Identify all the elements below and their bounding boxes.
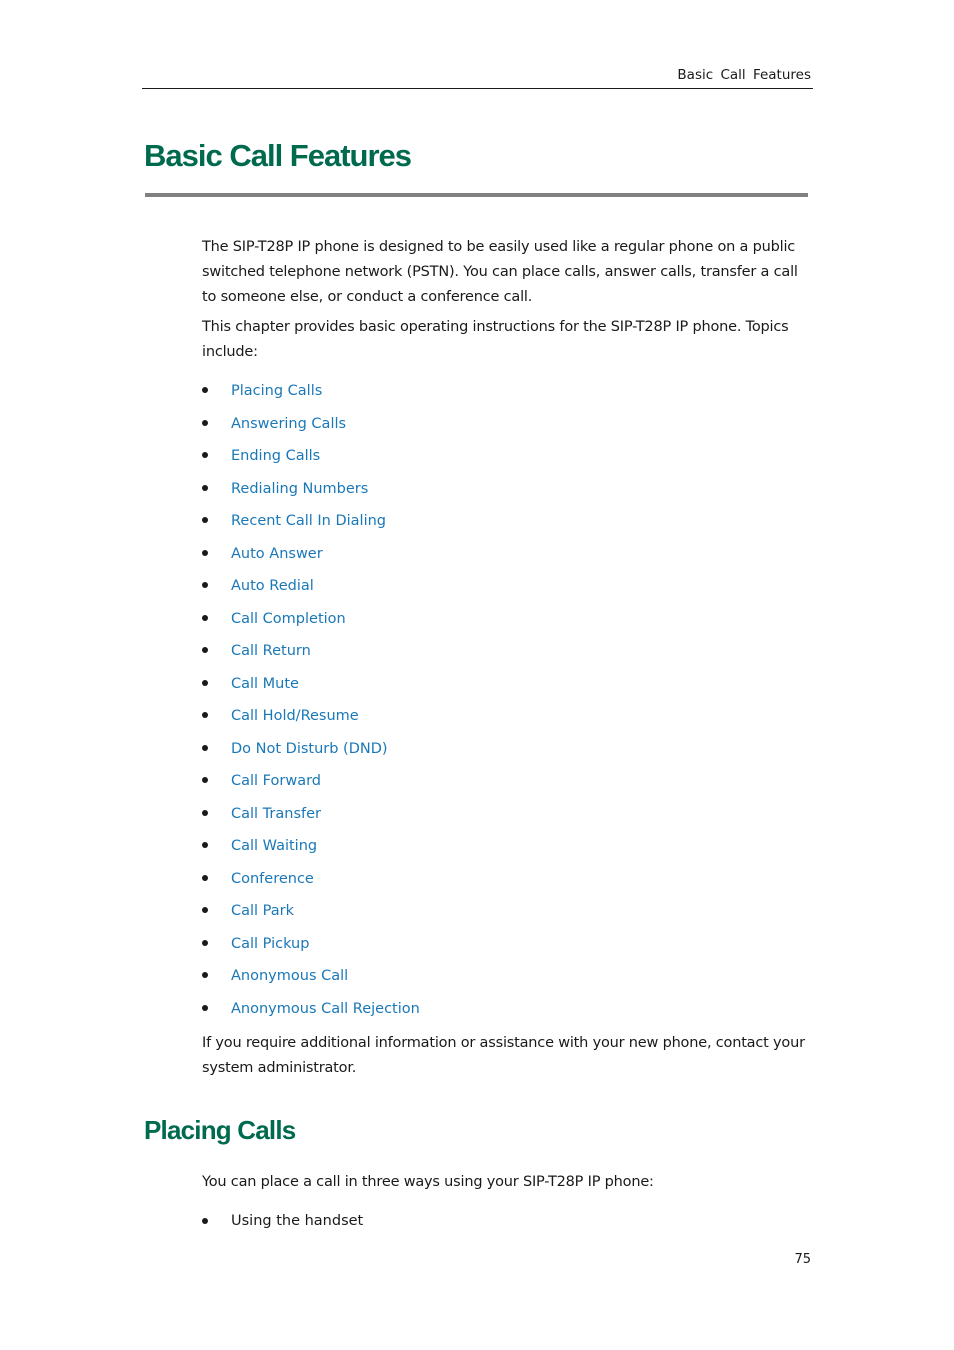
bullet-icon <box>202 387 208 393</box>
topic-link-ending-calls[interactable]: Ending Calls <box>231 448 321 464</box>
bullet-icon <box>202 712 208 718</box>
topic-link-recent-call-in-dialing[interactable]: Recent Call In Dialing <box>231 513 387 529</box>
list-item <box>202 1207 602 1235</box>
page-number: 75 <box>794 1252 811 1267</box>
topic-link-call-park[interactable]: Call Park <box>231 903 295 919</box>
placing-method-handset: Using the handset <box>231 1213 364 1229</box>
bullet-icon <box>202 745 208 751</box>
topic-link-call-hold-resume[interactable]: Call Hold/Resume <box>231 708 359 724</box>
topic-link-conference[interactable]: Conference <box>231 870 314 887</box>
section-title-placing-calls: Placing Calls <box>144 1115 296 1145</box>
topic-link-redialing-numbers[interactable]: Redialing Numbers <box>231 480 369 497</box>
bullet-icon <box>202 1218 208 1224</box>
topic-link-call-completion[interactable]: Call Completion <box>231 610 346 627</box>
placing-calls-intro: You can place a call in three ways using your SIP-T28P IP phone: <box>202 1174 654 1190</box>
chapter-title: Basic Call Features <box>144 138 412 173</box>
header-rule <box>142 88 813 89</box>
topic-link-answering-calls[interactable]: Answering Calls <box>231 415 347 432</box>
intro-paragraph-1: The SIP-T28P IP phone is designed to be easily used like a regular phone on a public switched telephone network (PSTN). You can place calls, answer calls, transfer a call to someone else, or conduct a conference call. <box>202 239 798 305</box>
topic-link-do-not-disturb[interactable]: Do Not Disturb (DND) <box>231 740 388 757</box>
topic-link-placing-calls[interactable]: Placing Calls <box>231 383 323 399</box>
bullet-icon <box>202 582 208 588</box>
topic-link-auto-redial[interactable]: Auto Redial <box>231 578 314 594</box>
bullet-icon <box>202 875 208 881</box>
topic-link-call-waiting[interactable]: Call Waiting <box>231 838 318 854</box>
bullet-icon <box>202 940 208 946</box>
bullet-icon <box>202 907 208 913</box>
bullet-icon <box>202 972 208 978</box>
topic-link-auto-answer[interactable]: Auto Answer <box>231 545 323 562</box>
topic-link-call-forward[interactable]: Call Forward <box>231 773 321 789</box>
bullet-icon <box>202 485 208 491</box>
topic-link-anonymous-call[interactable]: Anonymous Call <box>231 968 349 984</box>
topic-link-anonymous-call-rejection[interactable]: Anonymous Call Rejection <box>231 1000 420 1017</box>
bullet-icon <box>202 810 208 816</box>
topic-link-call-transfer[interactable]: Call Transfer <box>231 805 321 822</box>
bullet-icon <box>202 420 208 426</box>
outro-paragraph: If you require additional information or assistance with your new phone, contact your system administrator. <box>202 1035 805 1076</box>
bullet-icon <box>202 842 208 848</box>
bullet-icon <box>202 517 208 523</box>
bullet-icon <box>202 550 208 556</box>
topic-link-call-return[interactable]: Call Return <box>231 643 311 659</box>
bullet-icon <box>202 452 208 458</box>
topic-link-call-mute[interactable]: Call Mute <box>231 675 299 692</box>
bullet-icon <box>202 680 208 686</box>
title-rule <box>145 193 808 197</box>
bullet-icon <box>202 615 208 621</box>
bullet-icon <box>202 1005 208 1011</box>
bullet-icon <box>202 777 208 783</box>
intro-paragraph-2: This chapter provides basic operating instructions for the SIP-T28P IP phone. Topics include: <box>202 319 789 360</box>
bullet-icon <box>202 647 208 653</box>
topic-link-call-pickup[interactable]: Call Pickup <box>231 935 310 952</box>
running-header: Basic Call Features <box>677 67 811 83</box>
